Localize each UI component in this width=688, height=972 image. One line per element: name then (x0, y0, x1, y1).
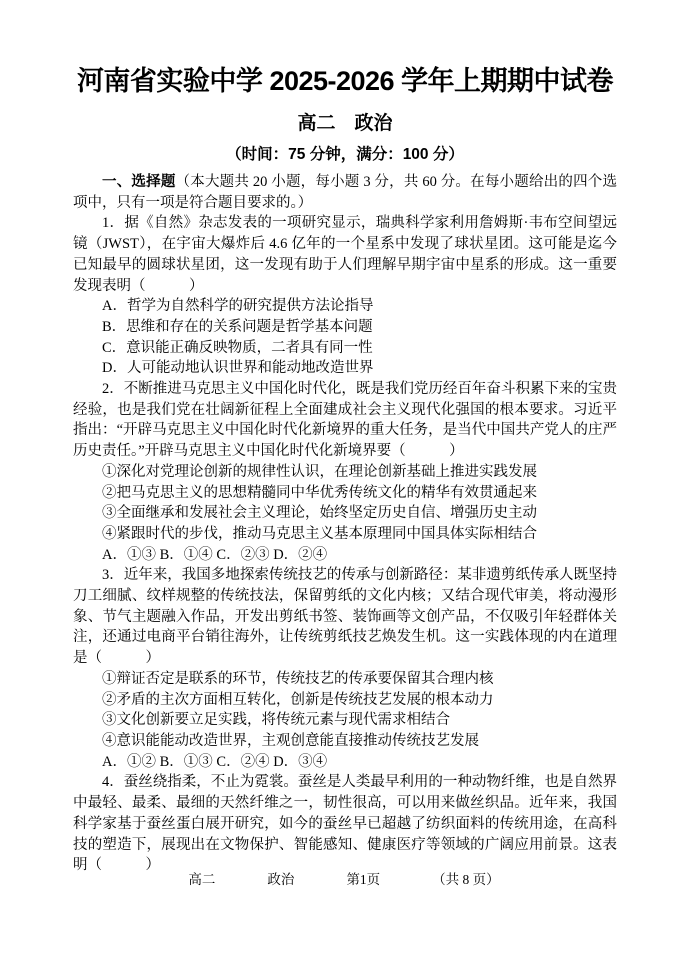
question-statement: ②矛盾的主次方面相互转化，创新是传统技艺发展的根本动力 (102, 691, 494, 708)
question-answer-choices: A．①② B．①③ C．②④ D．③④ (102, 753, 328, 770)
section-heading-line (73, 172, 617, 213)
footer-grade: 高二 (188, 872, 216, 887)
footer-page-number: 第1页 (346, 872, 381, 887)
question-option: B．思维和存在的关系问题是哲学基本问题 (102, 318, 373, 335)
question-stem: 4．蚕丝绕指柔，不止为霓裳。蚕丝是人类最早利用的一种动物纤维，也是自然界中最轻、最柔、最细的天然纤维之一，韧性很高，可以用来做丝织品。近年来，我国科学家基于蚕丝蛋白展开研究，如今的蚕丝早已超越了纺织面料的传统用途，在高科技的塑造下，展现出在文物保护、智能感知、健康医疗等领域的广阔应用前景。这表明（ ） (73, 774, 617, 874)
section-intro: （本大题共 20 小题，每小题 3 分，共 60 分。在每小题给出的四个选项中，只有一项是符合题目要求的。） (73, 174, 618, 211)
question-4 (73, 772, 617, 876)
question-2 (73, 379, 617, 565)
question-statement: ③文化创新要立足实践，将传统元素与现代需求相结合 (102, 712, 450, 729)
question-option: C．意识能正确反映物质，二者具有同一性 (102, 339, 373, 356)
question-statement: ③全面继承和发展社会主义理论，始终坚定历史自信、增强历史主动 (102, 505, 537, 522)
question-statement: ④意识能能动改造世界，主观创意能直接推动传统技艺发展 (102, 732, 479, 749)
page-subtitle: 高二 政治 (297, 113, 393, 134)
page-footer (0, 870, 688, 890)
question-stem: 1．据《自然》杂志发表的一项研究显示，瑞典科学家利用詹姆斯·韦布空间望远镜（JWST），在宇宙大爆炸后 4.6 亿年的一个星系中发现了球状星团。这可能是迄今已知最早的圆球状星团，这一发现有助于人们理解早期宇宙中星系的形成。这一重要发现表明（ ） (73, 215, 617, 294)
section-heading: 一、选择题 (102, 174, 176, 190)
question-stem: 2．不断推进马克思主义中国化时代化，既是我们党历经百年奋斗积累下来的宝贵经验，也是我们党在壮阔新征程上全面建成社会主义现代化强国的根本要求。习近平指出：“开辟马克思主义中国化时代化新境界的重大任务，是当代中国共产党人的庄严历史责任。”开辟马克思主义中国化时代化新境界要（ ） (73, 381, 617, 460)
question-option: D．人可能动地认识世界和能动地改造世界 (102, 360, 374, 377)
question-3 (73, 565, 617, 772)
question-answer-choices: A．①③ B．①④ C．②③ D．②④ (102, 546, 328, 563)
exam-meta: （时间：75 分钟，满分：100 分） (226, 146, 464, 163)
question-statement: ②把马克思主义的思想精髓同中华优秀传统文化的精华有效贯通起来 (102, 484, 537, 501)
question-stem: 3．近年来，我国多地探索传统技艺的传承与创新路径：某非遗剪纸传承人既坚持刀工细腻、纹样规整的传统技法，保留剪纸的文化内核；又结合现代审美，将动漫形象、节气主题融入作品，开发出剪纸书签、装饰画等文创产品，不仅吸引年轻群体关注，还通过电商平台销往海外，让传统剪纸技艺焕发生机。这一实践体现的内在道理是（ ） (73, 567, 617, 667)
question-option: A．哲学为自然科学的研究提供方法论指导 (102, 298, 374, 315)
question-statement: ①深化对党理论创新的规律性认识，在理论创新基础上推进实践发展 (102, 463, 537, 480)
footer-subject: 政治 (267, 872, 295, 887)
question-statement: ④紧跟时代的步伐，推动马克思主义基本原理同中国具体实际相结合 (102, 525, 537, 542)
footer-page-total: （共 8 页） (432, 872, 500, 887)
question-1 (73, 213, 617, 379)
question-statement: ①辩证否定是联系的环节，传统技艺的传承要保留其合理内核 (102, 670, 494, 687)
page-title: 河南省实验中学 2025-2026 学年上期期中试卷 (76, 66, 614, 96)
